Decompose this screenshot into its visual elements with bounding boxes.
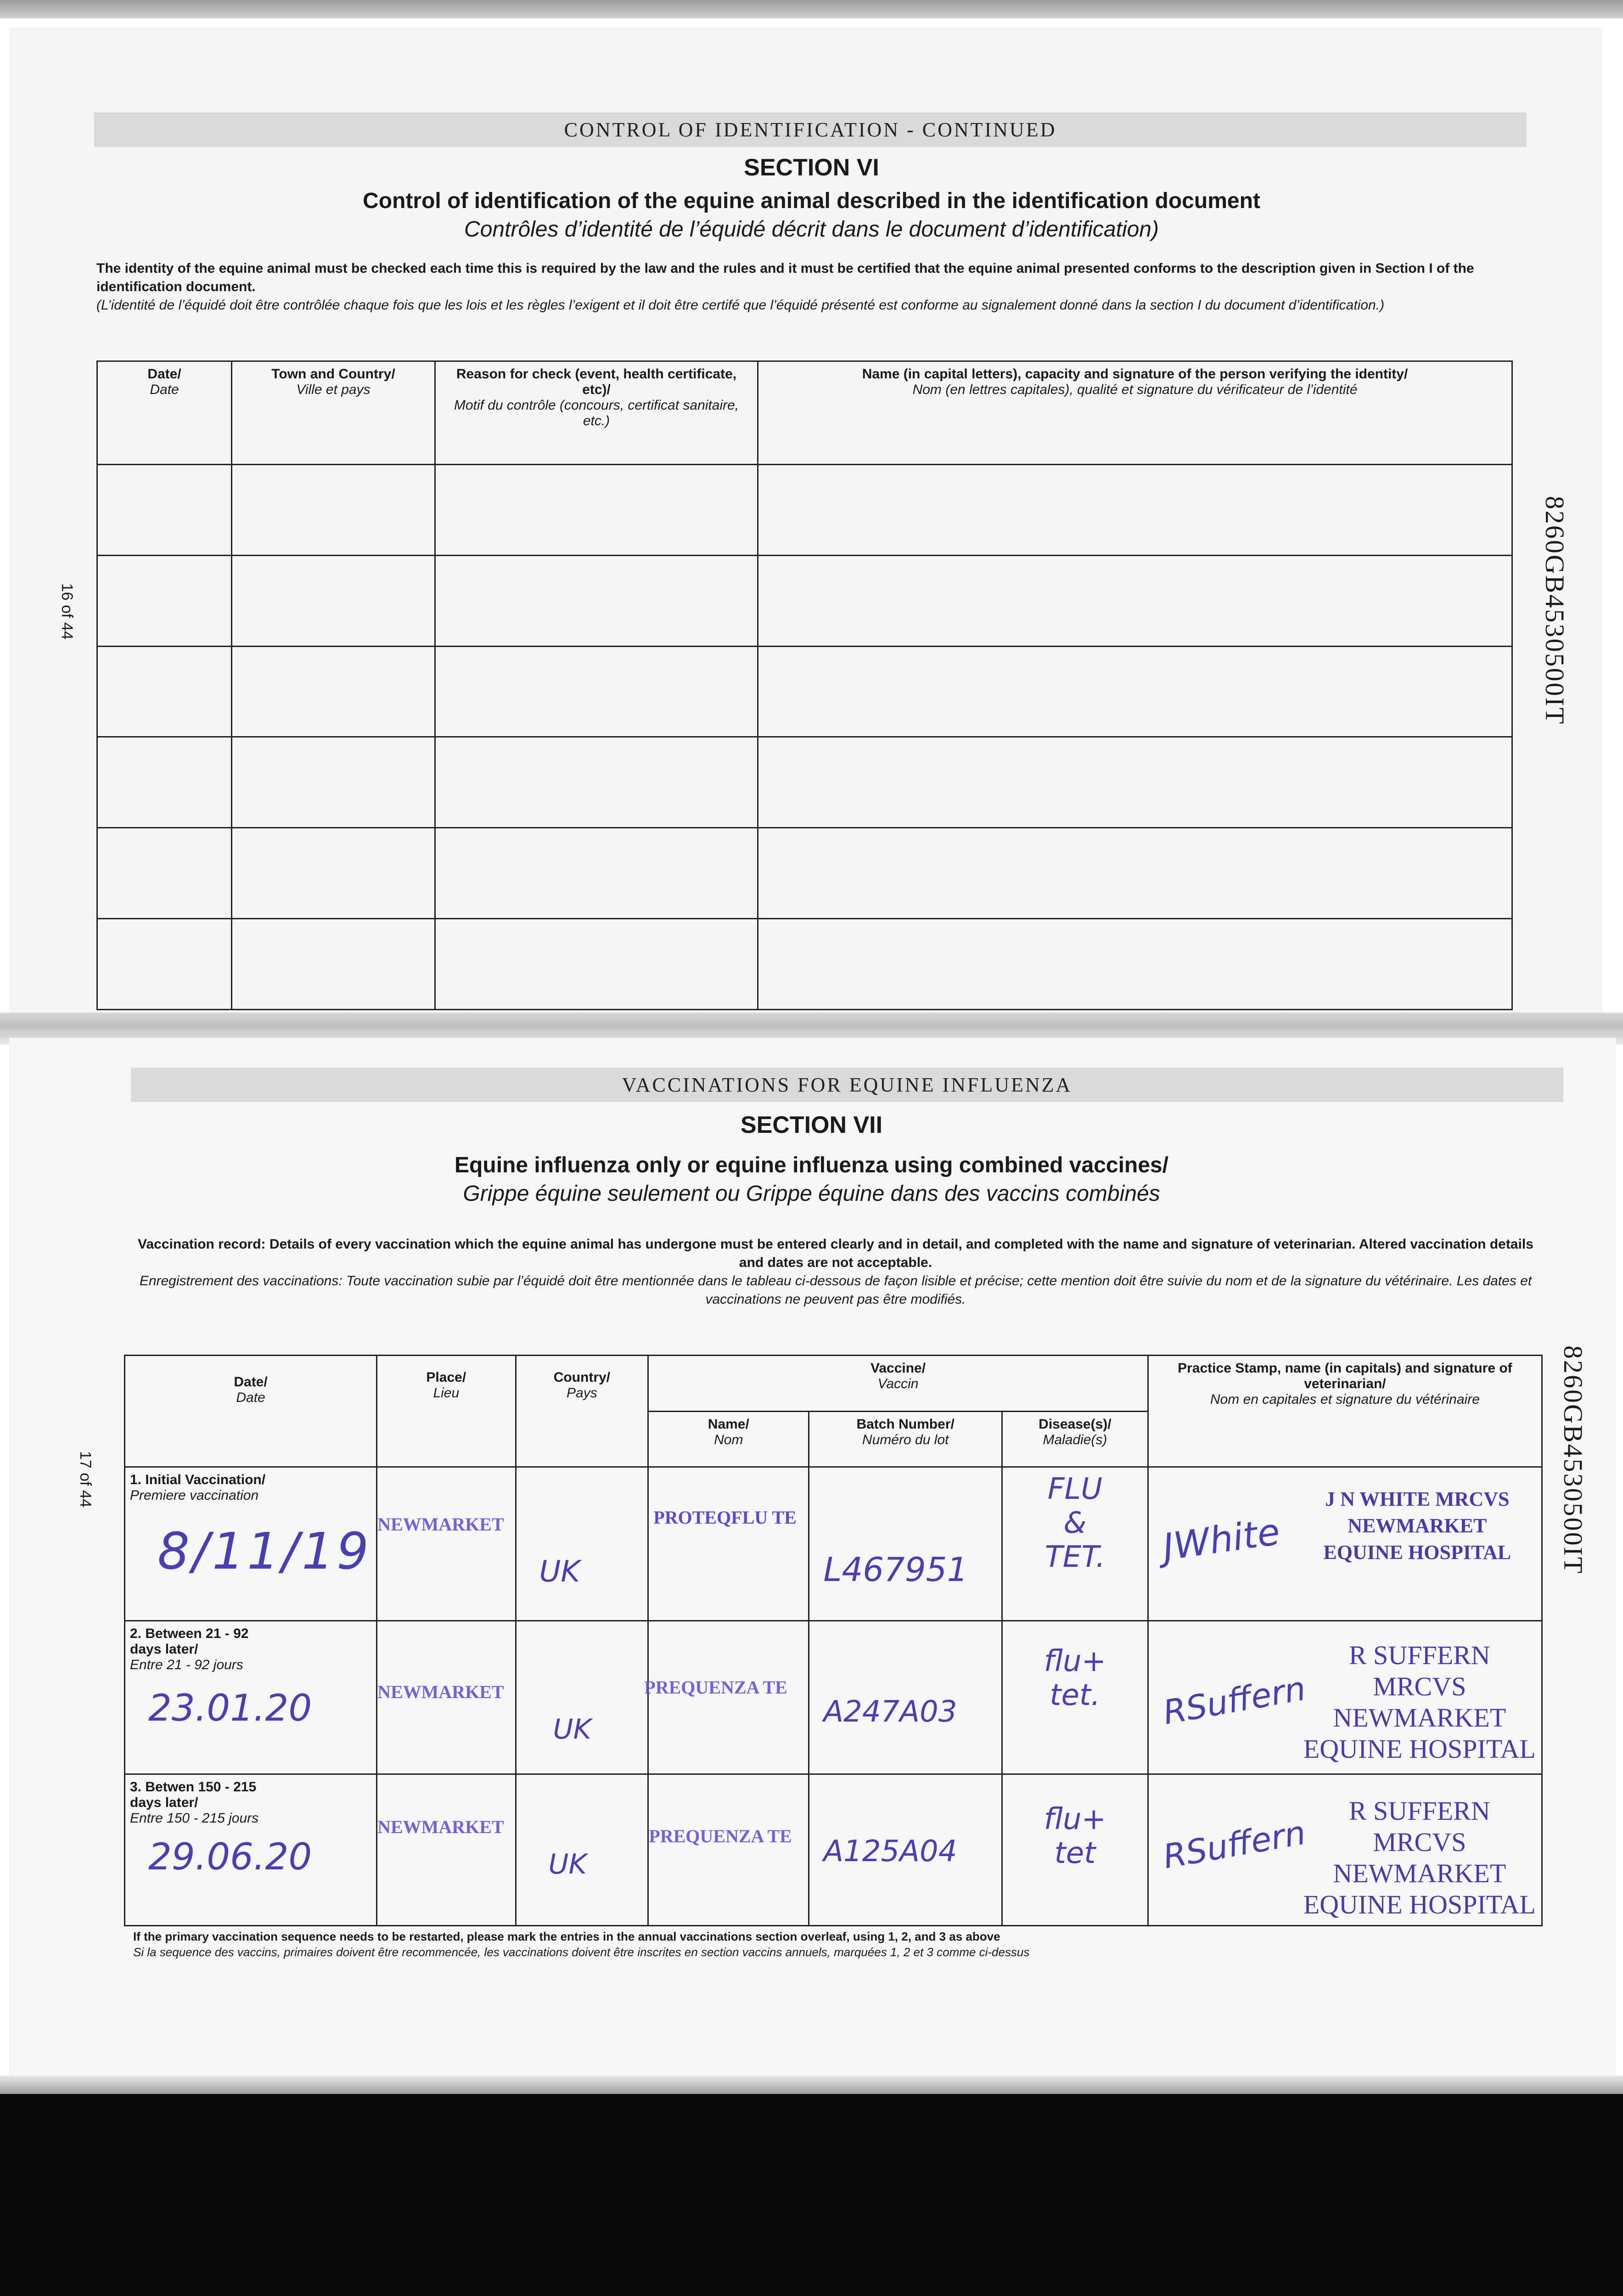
scan-background: [0, 2094, 1623, 2296]
vaccination-row-3: [125, 1774, 1542, 1926]
table-row: [97, 465, 1512, 556]
col-date-en: Date/: [234, 1374, 268, 1390]
row-2-stamp-line-2: NEWMARKET: [1333, 1702, 1506, 1733]
row-3-stamp-line-2: NEWMARKET: [1333, 1858, 1506, 1889]
row-2-date: 23.01.20: [148, 1686, 312, 1729]
col-vaccine-name: [648, 1411, 809, 1467]
cell[interactable]: [435, 555, 758, 646]
row-2-signature: RSuffern: [1160, 1669, 1309, 1732]
row-1-country-cell[interactable]: [516, 1467, 648, 1621]
vaccination-footnote: [133, 1929, 1511, 1960]
table-row: [97, 737, 1512, 828]
footnote-en: If the primary vaccination sequence needs to be restarted, please mark the entries in the annual vaccinations section overleaf, using 1, 2, and 3 as above: [133, 1930, 1000, 1943]
cell[interactable]: [435, 919, 758, 1010]
row-2-country-cell[interactable]: [516, 1621, 648, 1774]
row-3-country-cell[interactable]: [516, 1774, 648, 1926]
row-1-stamp: [1300, 1486, 1534, 1566]
table-row: [97, 828, 1512, 919]
section-vi-intro: [96, 259, 1488, 315]
row-1-signature: JWhite: [1160, 1510, 1283, 1569]
row-3-country: UK: [548, 1848, 587, 1881]
col-stamp-fr: Nom en capitales et signature du vétérinaire: [1210, 1392, 1480, 1407]
col-name-signature: [758, 361, 1512, 465]
intro-en-label: Vaccination record:: [138, 1237, 266, 1252]
row-1-stamp-cell[interactable]: [1148, 1467, 1542, 1621]
row-1-batch: L467951: [823, 1550, 968, 1589]
row-2-label-fr: Entre 21 - 92 jours: [130, 1657, 243, 1672]
row-2-place: NEWMARKET: [377, 1681, 504, 1702]
cell[interactable]: [97, 555, 232, 646]
col-name-fr: Nom: [714, 1432, 743, 1447]
col-vaccine-fr: Vaccin: [877, 1376, 919, 1391]
table-row: [97, 555, 1512, 646]
row-3-date-cell[interactable]: [125, 1774, 377, 1926]
row-1-disease-cell[interactable]: [1002, 1467, 1148, 1621]
col-town-fr: Ville et pays: [296, 382, 371, 397]
cell[interactable]: [232, 919, 435, 1010]
row-3-signature: RSuffern: [1160, 1813, 1309, 1876]
scan-top-edge: [0, 0, 1623, 18]
cell[interactable]: [232, 555, 435, 646]
row-1-date-cell[interactable]: [125, 1467, 377, 1621]
cell[interactable]: [97, 919, 232, 1010]
cell[interactable]: [97, 828, 232, 919]
row-2-stamp: [1300, 1640, 1539, 1765]
row-2-label-en: 2. Between 21 - 92 days later/: [130, 1626, 249, 1657]
vaccination-table: [124, 1355, 1543, 1926]
row-2-stamp-line-3: EQUINE HOSPITAL: [1303, 1733, 1536, 1764]
row-3-place-cell[interactable]: [377, 1774, 516, 1926]
serial-number-vi: 8260GB4530500IT: [1540, 496, 1570, 726]
col-name-en: Name/: [708, 1416, 749, 1432]
row-1-vaccine-cell[interactable]: [648, 1467, 809, 1621]
row-2-label: [130, 1626, 371, 1673]
section-vii-intro-en: Details of every vaccination which the equine animal has undergone must be entered clearly and in detail, and completed with the name and signature of veterinarian. Altered vaccination details and dates are not acceptable.: [269, 1237, 1533, 1270]
section-vii-intro: [133, 1235, 1538, 1309]
row-1-vaccine: PROTEQFLU TE: [653, 1507, 797, 1528]
row-3-batch-cell[interactable]: [809, 1774, 1002, 1926]
cell[interactable]: [758, 646, 1512, 737]
col-disease: [1002, 1411, 1148, 1467]
table-row: [97, 919, 1512, 1010]
row-3-stamp: [1300, 1795, 1539, 1920]
row-2-stamp-line-1: R SUFFERN MRCVS: [1348, 1640, 1490, 1701]
col-date-fr: Date: [236, 1390, 265, 1405]
cell[interactable]: [758, 919, 1512, 1010]
section-vi-intro-fr: (L’identité de l’équidé doit être contrôlée chaque fois que les lois et les règles l’exigent et il doit être certifé que l’équidé présenté est conforme au signalement donné dans la section I du document d’identification.): [96, 298, 1385, 313]
row-1-disease-3: TET.: [1045, 1540, 1106, 1575]
row-3-place: NEWMARKET: [377, 1817, 504, 1838]
cell[interactable]: [758, 555, 1512, 646]
cell[interactable]: [435, 465, 758, 556]
row-2-vaccine: PREQUENZA TE: [644, 1677, 787, 1698]
col-country-fr: Pays: [567, 1385, 597, 1401]
intro-fr-label: Enregistrement des vaccinations:: [139, 1273, 343, 1289]
row-3-stamp-cell[interactable]: [1148, 1774, 1542, 1926]
col-reason-en: Reason for check (event, health certificate, etc)/: [456, 366, 737, 397]
col-reason: [435, 361, 758, 465]
col-disease-fr: Maladie(s): [1043, 1432, 1107, 1447]
cell[interactable]: [97, 646, 232, 737]
section-vii-heading-en: Equine influenza only or equine influenza using combined vaccines/: [455, 1153, 1168, 1177]
row-1-label-en: 1. Initial Vaccination/: [130, 1472, 266, 1488]
section-vi-banner: CONTROL OF IDENTIFICATION - CONTINUED: [94, 113, 1527, 147]
col-town-en: Town and Country/: [271, 366, 395, 382]
col-date: [125, 1356, 377, 1467]
cell[interactable]: [232, 646, 435, 737]
row-2-disease-2: tet.: [1050, 1678, 1101, 1712]
col-stamp-en: Practice Stamp, name (in capitals) and signature of veterinarian/: [1178, 1361, 1512, 1391]
row-1-batch-cell[interactable]: [809, 1467, 1002, 1621]
row-2-stamp-cell[interactable]: [1148, 1621, 1542, 1774]
section-vi-heading-fr: Contrôles d’identité de l’équidé décrit dans le document d’identification): [464, 217, 1159, 242]
cell[interactable]: [758, 828, 1512, 919]
row-1-place-cell[interactable]: [377, 1467, 516, 1621]
cell[interactable]: [435, 737, 758, 828]
col-place-fr: Lieu: [433, 1385, 460, 1401]
row-2-batch: A247A03: [823, 1694, 957, 1729]
row-3-label: [130, 1779, 371, 1826]
row-3-label-fr: Entre 150 - 215 jours: [130, 1811, 259, 1826]
row-1-label: [130, 1472, 371, 1503]
col-place-en: Place/: [426, 1370, 466, 1385]
vaccination-row-1: [125, 1467, 1542, 1621]
section-vi-heading-en: Control of identification of the equine animal described in the identification document: [363, 189, 1260, 213]
col-reason-fr: Motif du contrôle (concours, certificat sanitaire, etc.): [454, 398, 739, 428]
row-2-disease-1: flu+: [1044, 1644, 1106, 1678]
col-country-en: Country/: [553, 1370, 611, 1385]
row-2-batch-cell[interactable]: [809, 1621, 1002, 1774]
section-vii-banner: VACCINATIONS FOR EQUINE INFLUENZA: [131, 1068, 1563, 1102]
row-2-country: UK: [553, 1713, 591, 1745]
serial-number-vii: 8260GB4530500IT: [1558, 1345, 1588, 1575]
identity-check-table: [96, 360, 1513, 1010]
row-1-date: 8/11/19: [157, 1522, 372, 1581]
col-date-fr: Date: [150, 382, 179, 397]
row-3-stamp-line-3: EQUINE HOSPITAL: [1303, 1890, 1536, 1920]
col-name-en: Name (in capital letters), capacity and signature of the person verifying the identity/: [862, 366, 1408, 382]
col-disease-en: Disease(s)/: [1039, 1416, 1112, 1432]
row-1-disease-1: FLU: [1047, 1472, 1103, 1507]
cell[interactable]: [758, 465, 1512, 556]
cell[interactable]: [758, 737, 1512, 828]
row-2-date-cell[interactable]: [125, 1621, 377, 1774]
row-1-place: NEWMARKET: [377, 1514, 504, 1535]
row-1-stamp-line-2: NEWMARKET: [1348, 1514, 1487, 1537]
row-3-batch: A125A04: [823, 1835, 957, 1869]
row-1-country: UK: [539, 1555, 580, 1589]
cell[interactable]: [435, 646, 758, 737]
col-vaccine-en: Vaccine/: [870, 1361, 926, 1376]
col-name-fr: Nom (en lettres capitales), qualité et signature du vérificateur de l’identité: [912, 382, 1358, 397]
cell[interactable]: [232, 737, 435, 828]
cell[interactable]: [97, 465, 232, 556]
col-date: [97, 361, 232, 465]
section-vii-intro-fr: Toute vaccination subie par l’équidé doit être mentionnée dans le tableau ci-dessous de façon lisible et précise; cette mention doit être suivie du nom et de la signature du vétérinaire. Les dates et vaccinations ne peuvent pas être modifiés.: [346, 1273, 1532, 1307]
footnote-fr: Si la sequence des vaccins, primaires doivent être recommencée, les vaccinations doivent être inscrites en section vaccins annuels, marquées 1, 2 et 3 comme ci-dessus: [133, 1945, 1030, 1959]
row-3-disease-2: tet: [1054, 1836, 1096, 1871]
cell[interactable]: [435, 828, 758, 919]
row-3-vaccine-cell[interactable]: [648, 1774, 809, 1926]
col-vaccine: [648, 1356, 1148, 1412]
row-2-vaccine-cell[interactable]: [644, 1621, 809, 1774]
row-3-vaccine: PREQUENZA TE: [649, 1826, 792, 1847]
section-vi-title: SECTION VI: [744, 154, 879, 181]
col-place: [377, 1356, 516, 1467]
cell[interactable]: [232, 465, 435, 556]
col-batch: [809, 1411, 1002, 1467]
row-3-label-en: 3. Betwen 150 - 215 days later/: [130, 1779, 257, 1811]
page-number-16: 16 of 44: [58, 583, 76, 640]
row-3-stamp-line-1: R SUFFERN MRCVS: [1348, 1796, 1490, 1857]
row-3-disease-1: flu+: [1044, 1802, 1106, 1837]
col-date-en: Date/: [147, 366, 181, 382]
col-batch-en: Batch Number/: [856, 1416, 955, 1432]
vaccination-row-2: [125, 1621, 1542, 1774]
col-batch-fr: Numéro du lot: [862, 1432, 949, 1447]
row-1-stamp-line-3: EQUINE HOSPITAL: [1323, 1541, 1511, 1564]
row-1-label-fr: Premiere vaccination: [130, 1488, 259, 1503]
cell[interactable]: [232, 828, 435, 919]
row-2-disease-cell[interactable]: [1002, 1621, 1148, 1774]
section-vii-heading-fr: Grippe équine seulement ou Grippe équine dans des vaccins combinés: [463, 1182, 1160, 1206]
col-country: [516, 1356, 648, 1467]
row-1-disease-2: &: [1063, 1506, 1087, 1541]
section-vi-intro-en: The identity of the equine animal must be checked each time this is required by the law and the rules and it must be certified that the equine animal presented conforms to the description given in Section I of the identification document.: [96, 261, 1474, 294]
page-number-17: 17 of 44: [77, 1451, 94, 1508]
table-row: [97, 646, 1512, 737]
row-3-date: 29.06.20: [148, 1835, 312, 1879]
row-1-stamp-line-1: J N WHITE MRCVS: [1325, 1488, 1510, 1511]
cell[interactable]: [97, 737, 232, 828]
row-3-disease-cell[interactable]: [1002, 1774, 1148, 1926]
col-town-country: [232, 361, 435, 465]
row-2-place-cell[interactable]: [377, 1621, 516, 1774]
col-stamp: [1148, 1356, 1542, 1467]
section-vii-title: SECTION VII: [740, 1112, 883, 1138]
